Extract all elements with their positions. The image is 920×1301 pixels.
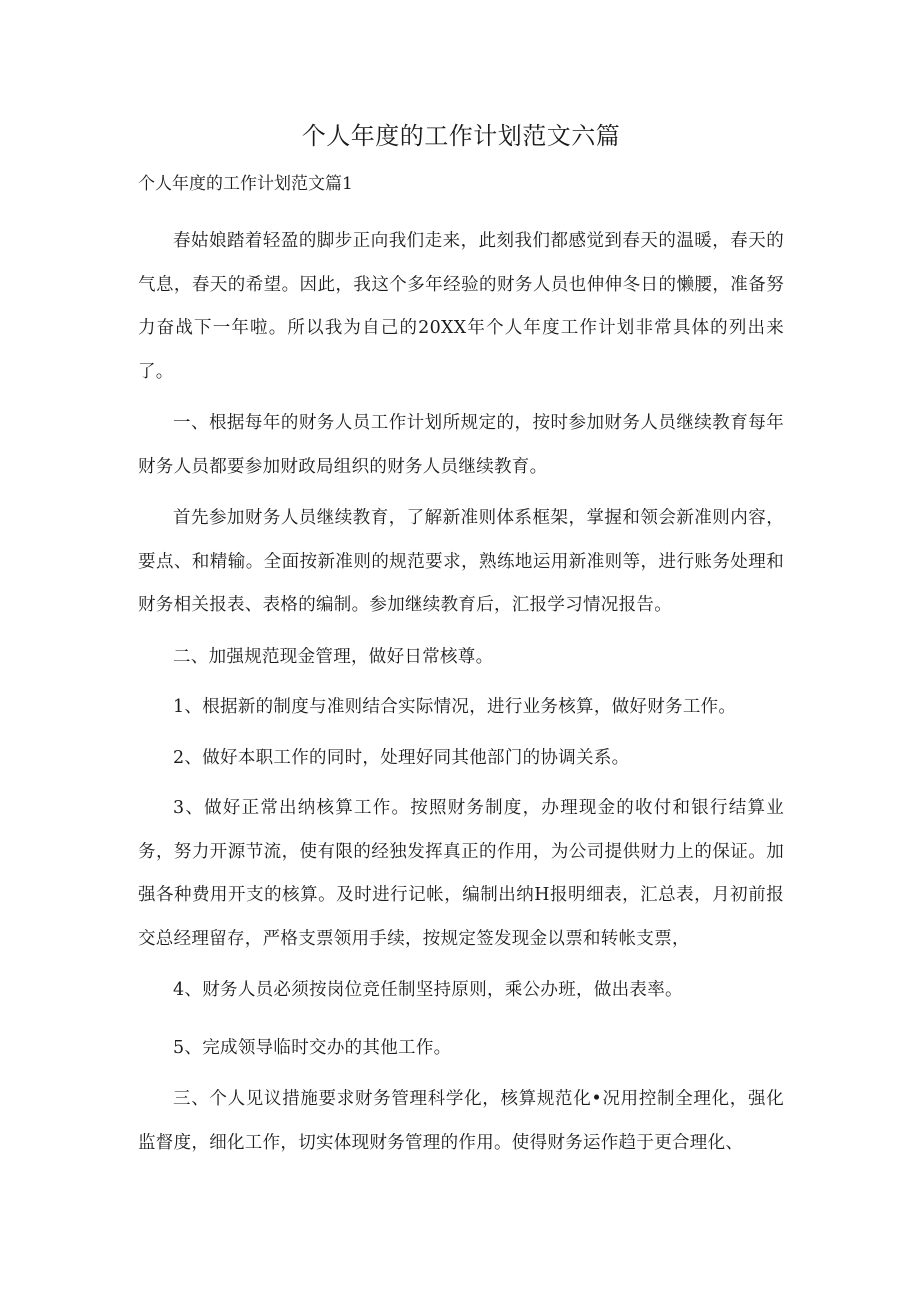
paragraph-continuing-education: 首先参加财务人员继续教育，了解新准则体系框架，掌握和领会新准则内容，要点、和精输。全面按新准则的规范要求，熟练地运用新准则等，进行账务处理和财务相关报表、表格的编制。参加继续教育后，汇报学习情况报告。 — [138, 508, 784, 615]
paragraph-point-three: 三、个人见议措施要求财务管理科学化，核算规范化•况用控制全理化，强化监督度，细化工作，切实体现财务管理的作用。使得财务运作趋于更合理化、 — [138, 1089, 784, 1153]
list-item-3: 3、做好正常出纳核算工作。按照财务制度，办理现金的收付和银行结算业务，努力开源节流，使有限的经独发挥真正的作用，为公司提供财力上的保证。加强各种费用开支的核算。及时进行记帐，编制出纳H报明细表，汇总表，月初前报交总经理留存，严格支票领用手续，按规定签发现金以票和转帐支票， — [138, 798, 784, 949]
document-title: 个人年度的工作计划范文六篇 — [301, 122, 621, 150]
list-item-4: 4、财务人员必须按岗位竞任制坚持原则，乘公办班，做出表率。 — [173, 980, 683, 1000]
list-item-1: 1、根据新的制度与准则结合实际情况，进行业务核算，做好财务工作。 — [173, 697, 737, 717]
paragraph-point-one: 一、根据每年的财务人员工作计划所规定的，按时参加财务人员继续教育每年财务人员都要参加财政局组织的财务人员继续教育。 — [138, 413, 784, 477]
list-item-2: 2、做好本职工作的同时，处理好同其他部门的协调关系。 — [173, 747, 630, 768]
paragraph-point-two: 二、加强规范现金管理，做好日常核尊。 — [173, 646, 494, 667]
paragraph-intro: 春姑娘踏着轻盈的脚步正向我们走来，此刻我们都感觉到春天的温暖，春天的气息，春天的希望。因此，我这个多年经验的财务人员也伸伸冬日的懒腰，准备努力奋战下一年啦。所以我为自己的20XX年个人年度工作计划非常具体的列出来了。 — [138, 231, 784, 382]
section-heading: 个人年度的工作计划范文篇1 — [138, 174, 353, 194]
list-item-5: 5、完成领导临时交办的其他工作。 — [173, 1037, 452, 1058]
